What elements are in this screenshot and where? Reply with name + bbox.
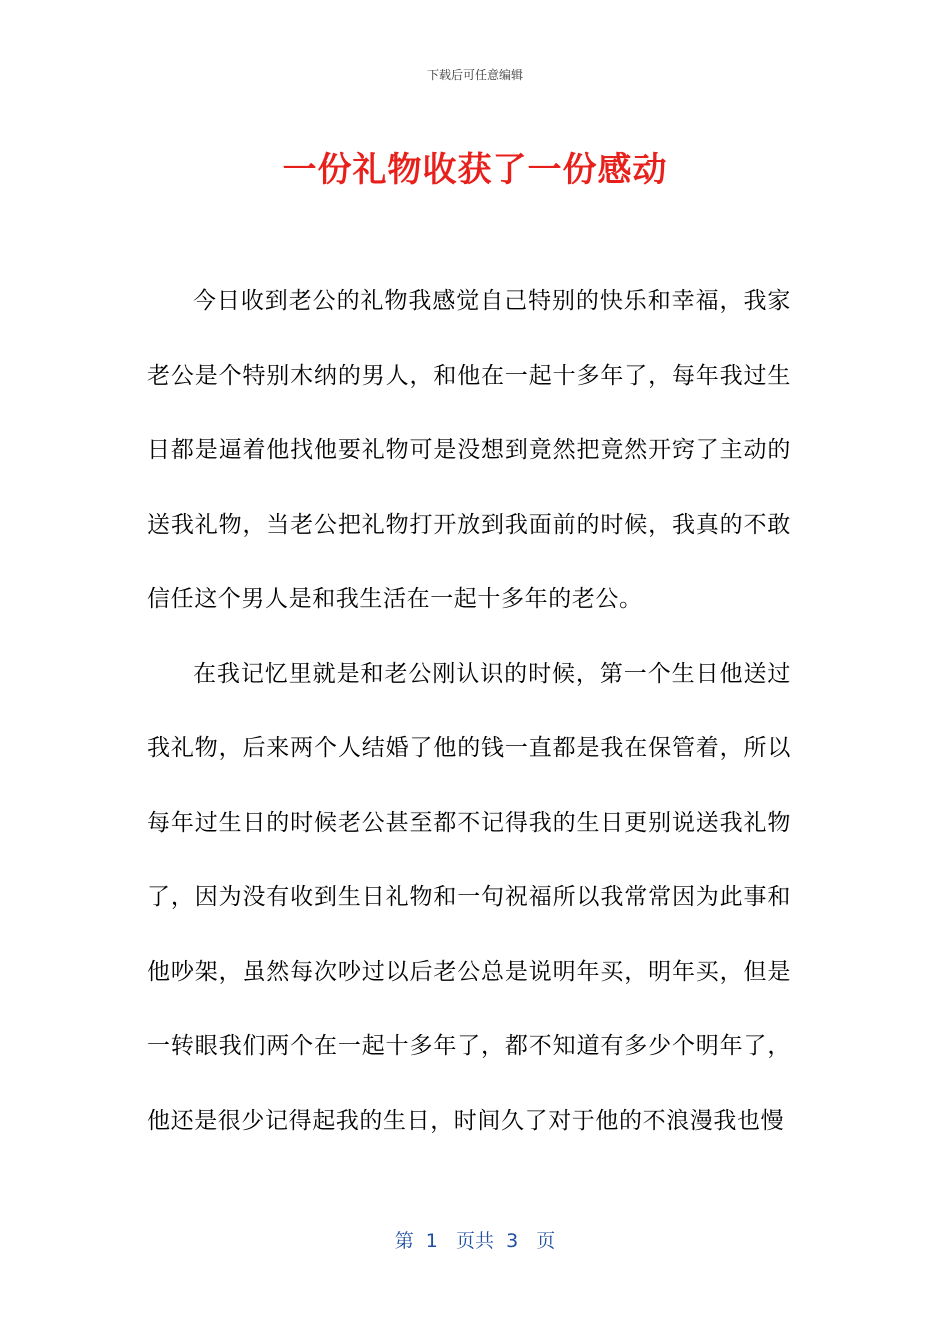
paragraph-1: 今日收到老公的礼物我感觉自己特别的快乐和幸福，我家老公是个特别木纳的男人，和他在一起十多年了，每年我过生日都是逼着他找他要礼物可是没想到竟然把竟然开窍了主动的送我礼物，当老公把礼物打开放到我面前的时候，我真的不敢信任这个男人是和我生活在一起十多年的老公。 [147,288,791,612]
document-body [147,264,791,1158]
header-note: 下载后可任意编辑 [426,68,523,82]
document-title: 一份礼物收获了一份感动 [282,150,668,190]
page-number-footer: 第 1 页共 3 页 [394,1230,556,1252]
paragraph-2: 在我记忆里就是和老公刚认识的时候，第一个生日他送过我礼物，后来两个人结婚了他的钱一直都是我在保管着，所以每年过生日的时候老公甚至都不记得我的生日更别说送我礼物了，因为没有收到生日礼物和一句祝福所以我常常因为此事和他吵架，虽然每次吵过以后老公总是说明年买，明年买，但是一转眼我们两个在一起十多年了，都不知道有多少个明年了，他还是很少记得起我的生日，时间久了对于他的不浪漫我也慢 [147,660,791,1134]
